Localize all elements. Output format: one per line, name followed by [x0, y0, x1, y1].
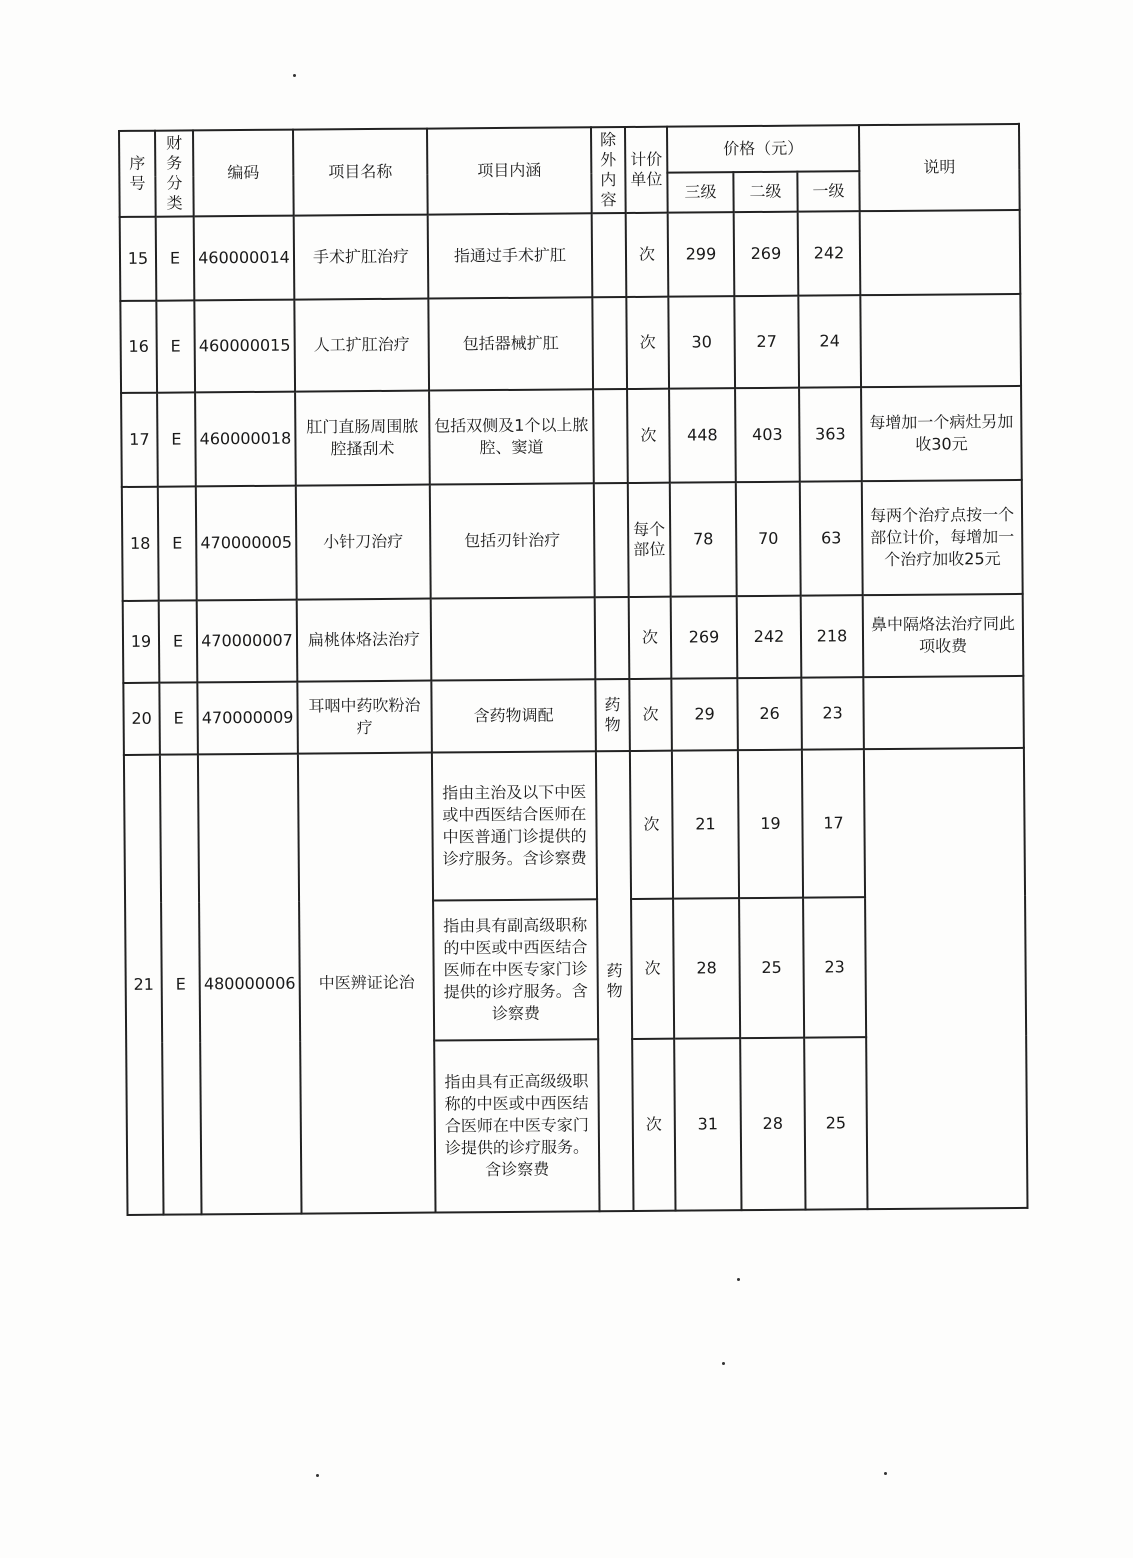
table-row: [120, 294, 1021, 393]
cell-price-level1: 218: [801, 595, 864, 677]
header-price-group: 价格（元）: [667, 125, 859, 173]
cell-price-level1: 63: [800, 481, 863, 595]
cell-unit: 次: [626, 213, 669, 297]
cell-price-level3: 30: [668, 296, 735, 389]
table-row: [121, 386, 1022, 487]
cell-category: E: [158, 486, 197, 600]
cell-remark: 每两个治疗点按一个部位计价，每增加一个治疗加收25元: [862, 480, 1023, 595]
cell-remark: [864, 748, 1028, 1209]
cell-price-level1: 23: [801, 677, 864, 749]
cell-content: [431, 597, 596, 680]
header-category: 财务分类: [155, 130, 194, 216]
cell-price-level3: 31: [674, 1038, 741, 1211]
cell-unit: 次: [630, 751, 673, 899]
price-table: [118, 123, 1029, 1216]
cell-price-level3: 78: [670, 482, 737, 597]
cell-content: 含药物调配: [431, 679, 596, 752]
cell-unit: 次: [629, 597, 672, 679]
cell-excluded: [592, 297, 627, 389]
cell-category: E: [159, 682, 198, 754]
cell-price-level1: 17: [802, 749, 865, 897]
cell-excluded: [595, 597, 630, 679]
cell-name: 耳咽中药吹粉治疗: [297, 681, 432, 754]
header-level2: 二级: [733, 172, 797, 213]
table-row: [122, 480, 1023, 601]
cell-content: 包括刃针治疗: [430, 483, 595, 598]
cell-excluded: [592, 213, 627, 297]
table-row: [123, 676, 1024, 755]
cell-seq: 18: [122, 487, 159, 601]
cell-excluded: 药物: [595, 679, 630, 751]
cell-name: 手术扩肛治疗: [294, 215, 429, 300]
cell-remark: [860, 294, 1021, 387]
cell-price-level3: 299: [668, 212, 735, 297]
table-row: [124, 748, 1025, 903]
cell-content: 指由具有正高级级职称的中医或中西医结合医师在中医专家门诊提供的诊疗服务。含诊察费: [434, 1039, 599, 1212]
cell-unit: 次: [629, 679, 672, 751]
cell-price-level1: 25: [804, 1037, 867, 1209]
scan-speck: [722, 1362, 725, 1365]
scan-speck: [316, 1474, 319, 1477]
cell-seq: 21: [124, 755, 164, 1215]
cell-name: 肛门直肠周围脓腔搔刮术: [295, 391, 430, 486]
cell-price-level2: 19: [738, 750, 803, 898]
cell-price-level2: 28: [740, 1038, 805, 1210]
cell-remark: [860, 210, 1021, 295]
scan-speck: [737, 1278, 740, 1281]
cell-seq: 16: [120, 301, 157, 393]
cell-price-level3: 269: [671, 596, 738, 679]
cell-unit: 次: [631, 899, 674, 1039]
cell-price-level2: 403: [735, 388, 800, 482]
cell-category: E: [156, 300, 195, 392]
cell-price-level2: 26: [737, 678, 802, 751]
cell-content: 指由具有副高级职称的中医或中西医结合医师在中医专家门诊提供的诊疗服务。含诊察费: [433, 899, 598, 1040]
cell-remark: [863, 676, 1024, 749]
header-code: 编码: [193, 130, 294, 217]
cell-category: E: [156, 216, 195, 300]
cell-content: 指由主治及以下中医或中西医结合医师在中医普通门诊提供的诊疗服务。含诊察费: [432, 751, 597, 900]
cell-remark: 鼻中隔烙法治疗同此项收费: [863, 594, 1024, 677]
header-level3: 三级: [667, 172, 733, 213]
cell-price-level3: 21: [672, 750, 739, 899]
header-level1: 一级: [797, 171, 859, 211]
header-excluded: 除外内容: [591, 127, 626, 213]
cell-price-level3: 28: [673, 898, 740, 1039]
cell-unit: 每个部位: [628, 483, 671, 597]
cell-name: 人工扩肛治疗: [294, 299, 429, 392]
cell-price-level2: 269: [734, 212, 799, 297]
cell-code: 460000018: [195, 392, 296, 487]
cell-price-level2: 242: [737, 596, 802, 679]
scan-speck: [293, 74, 296, 77]
cell-excluded: [594, 483, 629, 597]
cell-price-level2: 27: [734, 296, 799, 388]
cell-category: E: [159, 600, 198, 682]
cell-price-level1: 24: [798, 295, 861, 387]
cell-category: E: [157, 392, 196, 486]
cell-excluded: 药物: [596, 751, 634, 1211]
cell-code: 470000007: [197, 600, 298, 683]
cell-price-level3: 29: [671, 678, 738, 751]
cell-price-level3: 448: [669, 388, 736, 483]
table-row: [120, 210, 1021, 301]
cell-price-level1: 363: [799, 387, 862, 481]
cell-content: 包括器械扩肛: [428, 297, 593, 390]
cell-unit: 次: [632, 1039, 675, 1211]
table-row: [123, 594, 1024, 683]
cell-price-level2: 25: [739, 898, 804, 1038]
cell-seq: 17: [121, 393, 158, 487]
cell-code: 460000014: [194, 216, 295, 301]
cell-unit: 次: [626, 297, 669, 389]
cell-code: 470000009: [197, 682, 298, 755]
cell-price-level2: 70: [736, 482, 801, 596]
cell-price-level1: 23: [803, 897, 866, 1037]
cell-category: E: [160, 754, 202, 1214]
scan-speck: [884, 1472, 887, 1475]
header-seq: 序号: [119, 131, 156, 217]
cell-content: 包括双侧及1个以上脓腔、窦道: [429, 389, 594, 484]
header-remark: 说明: [859, 124, 1020, 211]
cell-remark: 每增加一个病灶另加收30元: [861, 386, 1022, 481]
cell-code: 470000005: [196, 486, 297, 601]
header-unit: 计价单位: [625, 127, 668, 213]
cell-unit: 次: [627, 389, 670, 483]
cell-name: 小针刀治疗: [296, 485, 431, 600]
cell-seq: 15: [120, 217, 157, 301]
cell-excluded: [593, 389, 628, 483]
cell-code: 480000006: [198, 754, 302, 1215]
cell-name: 扁桃体烙法治疗: [297, 599, 432, 682]
header-content: 项目内涵: [427, 127, 592, 214]
cell-seq: 19: [123, 601, 160, 683]
cell-seq: 20: [123, 683, 160, 755]
cell-price-level1: 242: [798, 211, 861, 295]
cell-code: 460000015: [194, 300, 295, 393]
header-name: 项目名称: [293, 129, 428, 216]
cell-name: 中医辨证论治: [298, 753, 436, 1214]
cell-content: 指通过手术扩肛: [428, 213, 593, 298]
